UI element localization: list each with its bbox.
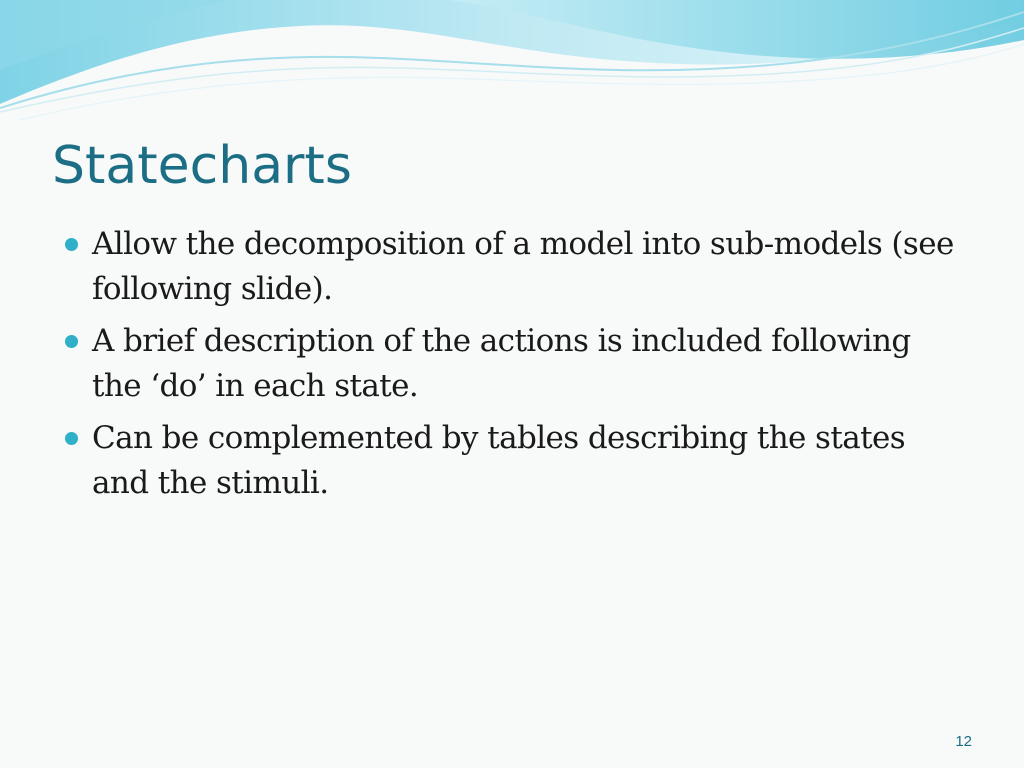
bullet-text: Can be complemented by tables describing the states and the stimuli. (92, 420, 906, 501)
bullet-item (62, 416, 962, 506)
wave-header-decoration (0, 0, 1024, 120)
bullet-dot-icon (65, 432, 78, 445)
bullet-text: A brief description of the actions is included following the ‘do’ in each state. (92, 323, 911, 404)
page-number: 12 (955, 733, 972, 750)
bullet-list (62, 222, 962, 513)
slide-title: Statecharts (52, 136, 352, 196)
bullet-dot-icon (65, 238, 78, 251)
bullet-text: Allow the decomposition of a model into sub-models (see following slide). (92, 226, 954, 307)
bullet-item (62, 222, 962, 312)
bullet-item (62, 319, 962, 409)
bullet-dot-icon (65, 335, 78, 348)
